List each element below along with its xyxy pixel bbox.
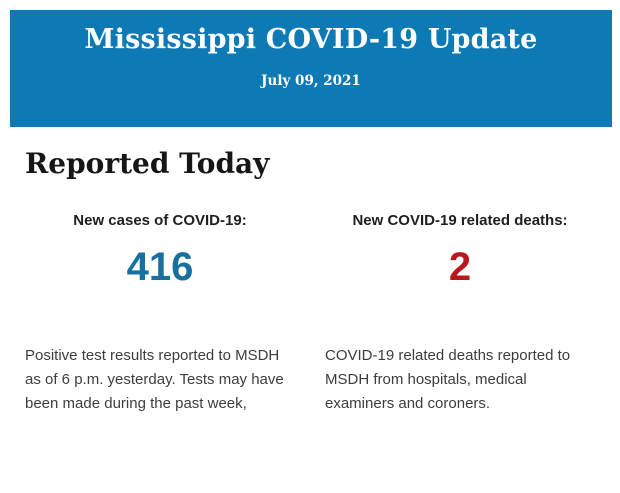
new-deaths-value: 2 [448, 245, 472, 289]
stats-grid [0, 212, 620, 416]
stat-new-deaths [325, 212, 595, 416]
new-cases-description: Positive test results reported to MSDH as of 6 p.m. yesterday. Tests may have been made during the past week, [25, 347, 284, 412]
new-cases-label: New cases of COVID-19: [73, 212, 247, 229]
page-title: Mississippi COVID-19 Update [84, 24, 538, 55]
new-cases-value: 416 [126, 245, 194, 289]
header-banner [10, 10, 612, 127]
section-title-reported-today: Reported Today [25, 147, 270, 180]
covid-update-card [0, 10, 620, 493]
new-deaths-label: New COVID-19 related deaths: [352, 212, 568, 229]
stat-new-cases [25, 212, 295, 416]
report-date: July 09, 2021 [261, 73, 361, 89]
new-deaths-description: COVID-19 related deaths reported to MSDH from hospitals, medical examiners and coroners. [325, 347, 571, 412]
